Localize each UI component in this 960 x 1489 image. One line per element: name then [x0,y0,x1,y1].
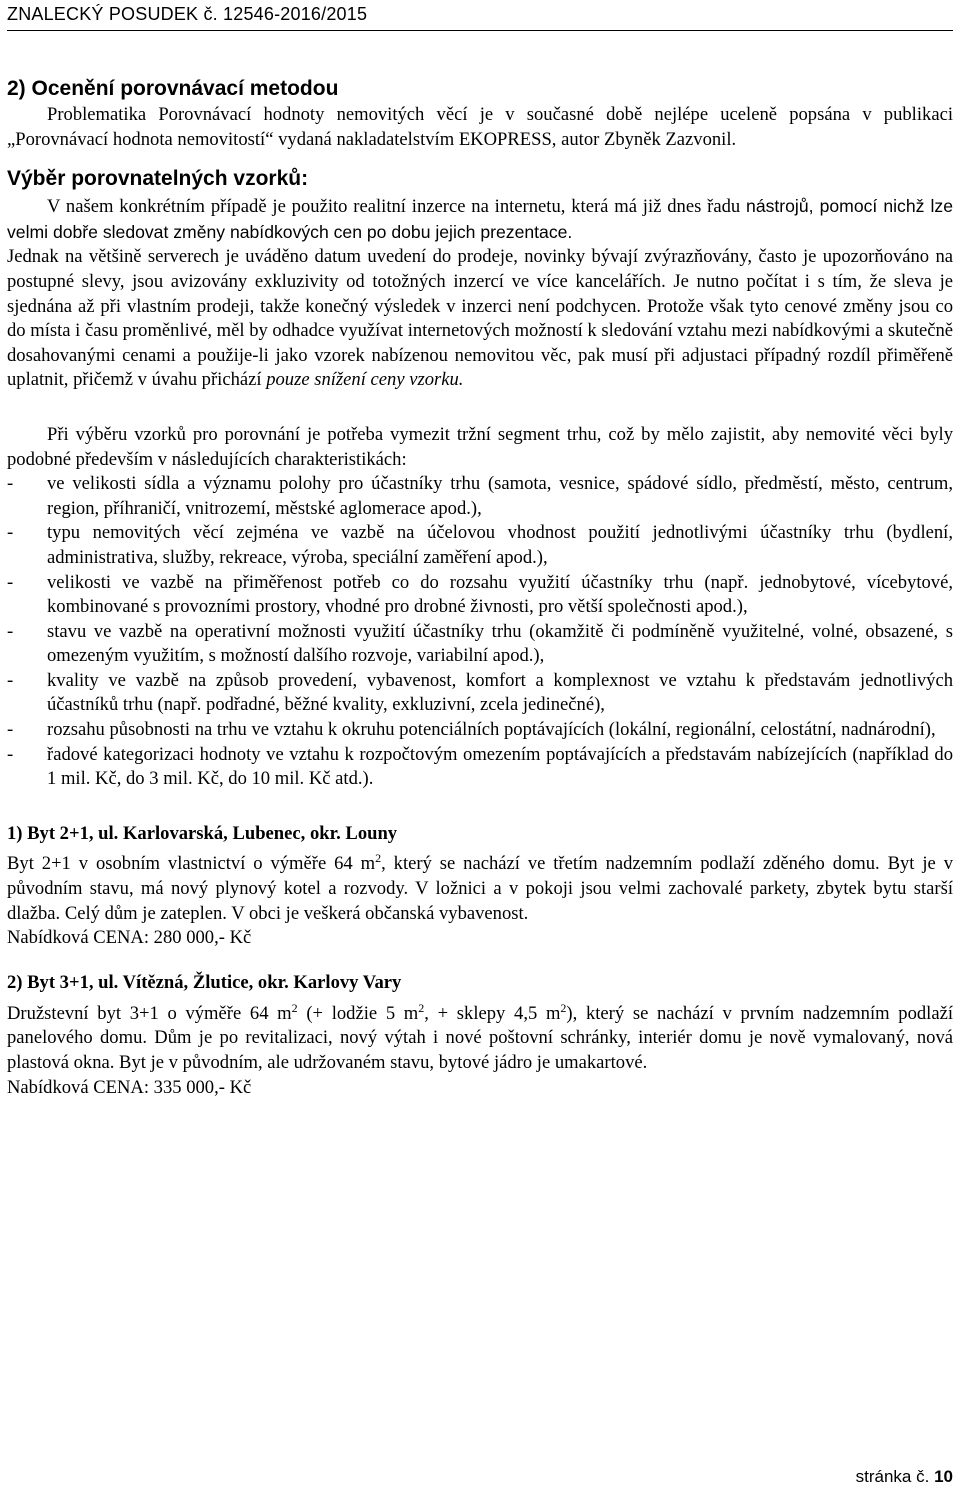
criteria-list [7,472,953,792]
property-2-title: 2) Byt 3+1, ul. Vítězná, Žlutice, okr. Karlovy Vary [7,972,402,993]
page-label: stránka č. [855,1467,930,1486]
property-1-price: Nabídková CENA: 280 000,- Kč [7,927,252,949]
selection-paragraph-2 [7,245,953,393]
selection-paragraph-1 [7,194,953,245]
selection-p2-a: Jednak na většině serverech je uváděno datum uvedení do prodeje, novinky bývají zvýrazňovány, často je upozorňováno na postupné slevy, jsou avizovány exkluzivity od totožných inzercí ve více kancelářích. [7,246,953,292]
selection-p2-b: Je nutno počítat i s tím, že sleva je sjednána až při vlastním prodeji, takže konečný výsledek v inzerci není podchycen. [7,270,953,317]
document-header: ZNALECKÝ POSUDEK č. 12546-2016/2015 [7,0,953,31]
selection-p1-sans: nástrojů, pomocí nichž lze velmi dobře sledovat změny nabídkových cen po dobu jejich prezentace. [7,196,954,242]
list-item: - kvality ve vazbě na způsob provedení, vybavenost, komfort a komplexnost ve vztahu k představám jednotlivých účastníků trhu (např. podřadné, běžné kvality, exkluzivní, zcela jedinečné), [7,669,953,716]
property-1 [7,822,953,951]
selection-title: Výběr porovnatelných vzorků: [7,167,309,191]
property-1-desc: Byt 2+1 v osobním vlastnictví o výměře 64 $m^2$, který se nachází ve třetím nadzemním podlaží zděného domu. Byt je v původním stavu, má nový plynový kotel a rozvody. V ložnici a v pokoji jsou velmi zachovalé parkety, zbytek bytu starší dlažba. Celý dům je zateplen. V obci je veškerá občanská vybavenost. [7,851,953,924]
property-2 [7,971,953,1100]
list-item: - velikosti ve vazbě na přiměřenost potřeb co do rozsahu využití účastníky trhu (např. jednobytové, vícebytové, kombinované s provozními prostory, vhodné pro drobné živnosti, pro větší společnosti apod.), [7,571,953,618]
section-intro: Problematika Porovnávací hodnoty nemovitých věcí je v současné době nejlépe uceleně popsána v publikaci „Porovnávací hodnota nemovitostí“ vydaná nakladatelstvím EKOPRESS, autor Zbyněk Zazvonil. [7,104,953,150]
property-2-desc: Družstevní byt 3+1 o výměře 64 $m^2$ (+ lodžie 5 $m^2$, + sklepy 4,5 $m^2$), který se nachází v prvním nadzemním podlaží panelového domu. Dům je po revitalizaci, nový výtah i nové poštovní schránky, interiér domu je nově vymalovaný, nová plastová okna. Byt je v původním, ale udržovaném stavu, bytové jádro je umakartové. [7,1000,954,1073]
list-item: - rozsahu působnosti na trhu ve vztahu k okruhu potenciálních poptávajících (lokální, regionální, celostátní, nadnárodní), [7,719,936,741]
list-item: - ve velikosti sídla a významu polohy pro účastníky trhu (samota, vesnice, spádové sídlo, předměstí, město, centrum, region, příhraničí, vnitrozemí, městské aglomerace apod.), [7,473,953,519]
page-number: 10 [934,1467,953,1486]
selection-p2-italic: pouze snížení ceny vzorku. [266,369,464,391]
page-footer [856,1467,953,1487]
criteria-intro: Při výběru vzorků pro porovnání je potřeba vymezit tržní segment trhu, což by mělo zajistit, aby nemovité věci byly podobné především v následujících charakteristikách: [7,423,953,470]
selection-p1-serif: V našem konkrétním případě je použito realitní inzerce na internetu, která má již dnes řadu [47,196,741,218]
section-title: 2) Ocenění porovnávací metodou [7,77,339,100]
property-1-title: 1) Byt 2+1, ul. Karlovarská, Lubenec, okr. Louny [7,822,398,844]
list-item: - typu nemovitých věcí zejména ve vazbě na účelovou vhodnost použití jednotlivými účastníky trhu (bydlení, administrativa, služby, rekreace, výroba, speciální zaměření apod.), [7,522,953,568]
list-item: - řadové kategorizaci hodnoty ve vztahu k rozpočtovým omezením poptávajících a představám nabízejících (například do 1 mil. Kč, do 3 mil. Kč, do 10 mil. Kč atd.). [7,743,953,790]
list-item: - stavu ve vazbě na operativní možnosti využití účastníky trhu (okamžitě či podmíněně využitelné, volné, obsazené, s omezeným využitím, s možností dalšího rozvoje, variabilní apod.), [7,620,953,667]
selection-p2-c: Protože však tyto cenové změny jsou co do místa i času proměnlivé, měl by odhadce využívat internetových možností k sledování vztahu mezi nabídkovými a skutečně dosahovanými cenami a použije-li jako vzorek nabízenou nemovitou věc, pak musí při adjustaci případný rozdíl přiměřeně uplatnit, přičemž v úvahu přichází [7,295,953,391]
property-2-price: Nabídková CENA: 335 000,- Kč [7,1076,252,1098]
